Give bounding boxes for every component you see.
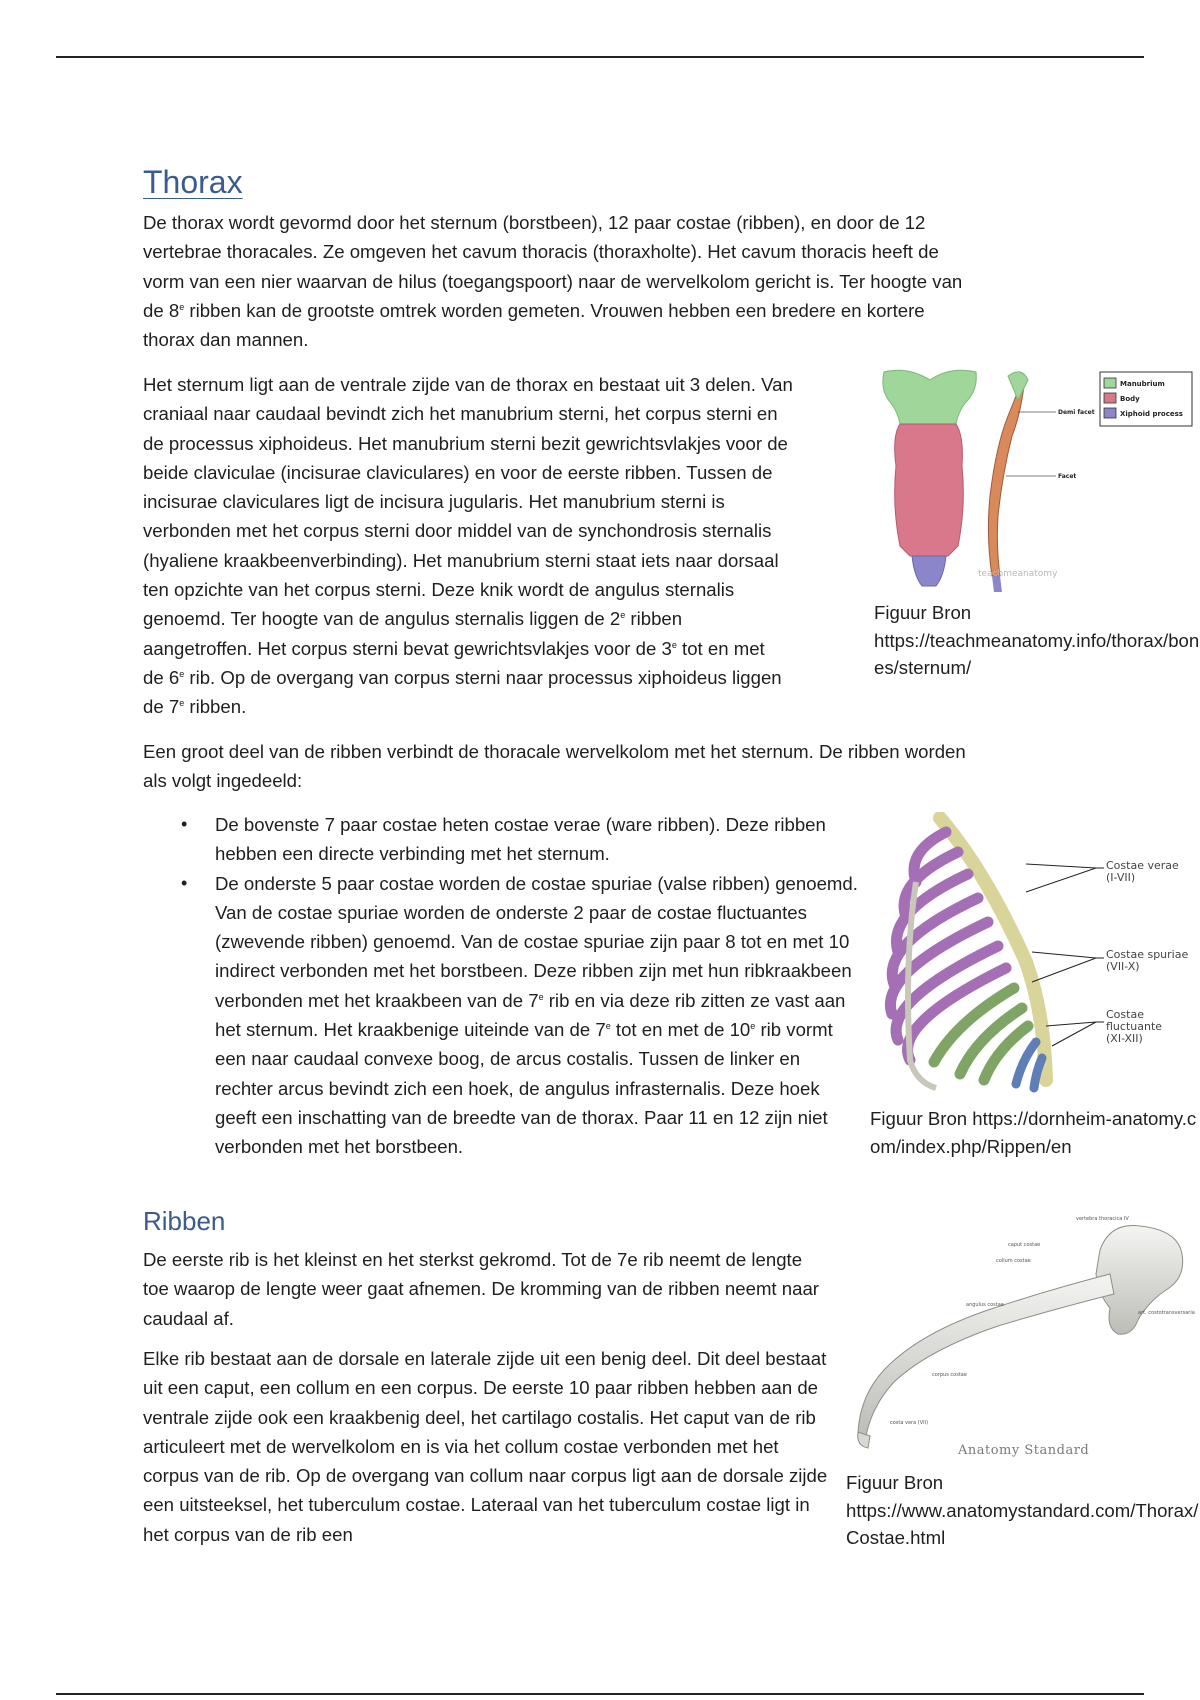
fig1-caption: Figuur Bron https://teachmeanatomy.info/thorax/bones/sternum/ [874,602,1200,678]
svg-text:(VII-X): (VII-X) [1106,960,1140,973]
legend-manubrium: Manubrium [1120,380,1165,388]
svg-text:art. costotransversaria: art. costotransversaria [1138,1310,1195,1316]
sternum-figure [878,366,1196,594]
rib-classification-list [143,810,863,1162]
svg-text:costa vera (VII): costa vera (VII) [890,1420,929,1426]
list-item: • De bovenste 7 paar costae heten costae verae (ware ribben). Deze ribben hebben een directe verbinding met het sternum. [143,810,863,869]
legend-body: Body [1120,395,1140,403]
ribs-intro-paragraph: Een groot deel van de ribben verbindt de thoracale wervelkolom met het sternum. De ribben worden als volgt ingedeeld: [143,741,966,792]
svg-text:(I-VII): (I-VII) [1106,871,1136,884]
section-title-ribben: Ribben [143,1206,226,1236]
bullet-icon: • [181,814,188,834]
header-rule [56,56,1144,58]
list-item: • De onderste 5 paar costae worden de costae spuriae (valse ribben) genoemd. Van de costae spuriae worden de onderste 2 paar de costae fluctuantes (zwevende ribben) genoemd. Van de costae spuriae zijn paar 8 tot en met 10 indirect verbonden met het borstbeen. Deze ribben zijn met hun ribkraakbeen verbonden met het kraakbeen van de 7e rib en via deze rib zitten ze vast aan het sternum. Het kraakbenige uiteinde van de 7e tot en met de 10e rib vormt een naar caudaal convexe boog, de arcus costalis. Tussen de linker en rechter arcus bevindt zich een hoek, de angulus infrasternalis. Deze hoek geeft een inschatting van de breedte van de thorax. Paar 11 en 12 zijn niet verbonden met het borstbeen. [143,869,863,1162]
page-title: Thorax [143,164,243,200]
manubrium-shape [883,370,976,424]
label-costae-spuriae: Costae spuriae [1106,948,1189,961]
body-shape [895,424,964,556]
rib-cage-figure [876,812,1198,1094]
ribben-paragraph-2: Elke rib bestaat aan de dorsale en laterale zijde uit een benig deel. Dit deel bestaat uit een caput, een collum en een corpus. De eerste 10 paar ribben hebben aan de ventrale zijde ook een kraakbenig deel, het cartilago costalis. Het caput van de rib articuleert met de wervelkolom en is via het collum costae verbonden met het corpus van de rib. Op de overgang van collum naar corpus ligt aan de dorsale zijde een uitsteeksel, het tuberculum costae. Lateraal van het tuberculum costae ligt in het corpus van de rib een [143,1348,828,1545]
bullet-icon: • [181,872,188,893]
lateral-sternum-shape [988,378,1025,576]
svg-text:corpus costae: corpus costae [932,1372,967,1378]
svg-text:(XI-XII): (XI-XII) [1106,1032,1143,1045]
fig3-watermark: Anatomy Standard [958,1443,1090,1458]
intro-paragraph: De thorax wordt gevormd door het sternum (borstbeen), 12 paar costae (ribben), en door de 12 vertebrae thoracales. Ze omgeven het cavum thoracis (thoraxholte). Het cavum thoracis heeft de vorm van een nier waarvan de hilus (toegangspoort) naar de wervelkolom gericht is. Ter hoogte van de 8e ribben kan de grootste omtrek worden gemeten. Vrouwen hebben een bredere en kortere thorax dan mannen. [143,212,963,351]
svg-text:collum costae: collum costae [996,1258,1031,1264]
svg-text:vertebra thoracica IV: vertebra thoracica IV [1076,1216,1129,1222]
label-costae-verae: Costae verae [1106,859,1179,872]
footer-rule [56,1693,1144,1695]
svg-text:caput costae: caput costae [1008,1242,1041,1248]
fig2-caption: Figuur Bron https://dornheim-anatomy.com/index.php/Rippen/en [870,1108,1197,1157]
svg-text:fluctuante: fluctuante [1106,1020,1163,1033]
label-costae-fluctuantes: Costae [1106,1008,1144,1021]
ribben-paragraph-1: De eerste rib is het kleinst en het sterkst gekromd. Tot de 7e rib neemt de lengte toe waarop de lengte weer gaat afnemen. De kromming van de ribben neemt naar caudaal af. [143,1249,819,1329]
facet-label: Facet [1058,473,1077,480]
fig3-caption: Figuur Bron https://www.anatomystandard.com/Thorax/Costae.html [846,1472,1199,1548]
sternum-paragraph: Het sternum ligt aan de ventrale zijde van de thorax en bestaat uit 3 delen. Van craniaal naar caudaal bevindt zich het manubrium sterni, het corpus sterni en de processus xiphoideus. Het manubrium sterni bezit gewrichtsvlakjes voor de beide claviculae (incisurae claviculares) en voor de eerste ribben. Tussen de incisurae claviculares ligt de incisura jugularis. Het manubrium sterni is verbonden met het corpus sterni door middel van de synchondrosis sternalis (hyaliene kraakbeenverbinding). Het manubrium sterni staat iets naar dorsaal ten opzichte van het corpus sterni. Deze knik wordt de angulus sternalis genoemd. Ter hoogte van de angulus sternalis liggen de 2e ribben aangetroffen. Het corpus sterni bevat gewrichtsvlakjes voor de 3e tot en met de 6e rib. Op de overgang van corpus sterni naar processus xiphoideus liggen de 7e ribben. [143,374,793,718]
legend-xiphoid: Xiphoid process [1120,410,1183,418]
xiphoid-shape [912,556,946,586]
svg-text:angulus costae: angulus costae [966,1302,1004,1308]
rib-shape [858,1274,1114,1436]
demi-facet-label: Demi facet [1058,409,1095,416]
single-rib-figure [848,1210,1200,1466]
fig1-watermark: teachmeanatomy [978,569,1058,579]
